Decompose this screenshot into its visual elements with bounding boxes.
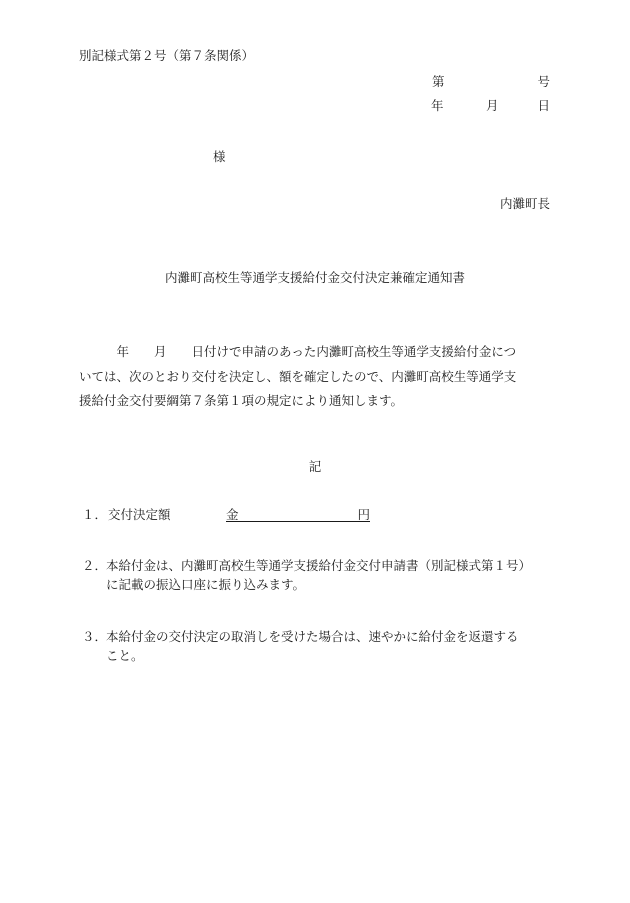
date-month-label: 月 bbox=[486, 98, 499, 113]
decision-amount-label: 交付決定額 bbox=[108, 507, 171, 522]
item-number: ２． bbox=[82, 558, 108, 573]
sender-name: 内灘町長 bbox=[499, 196, 550, 211]
document-title: 内灘町高校生等通学支援給付金交付決定兼確定通知書 bbox=[164, 270, 465, 285]
decision-amount-field bbox=[226, 505, 370, 522]
addressee-honorific: 様 bbox=[213, 149, 226, 164]
item-line: 本給付金は、内灘町高校生等通学支援給付金交付申請書（別記様式第１号） bbox=[106, 558, 532, 573]
ki-heading: 記 bbox=[308, 459, 322, 474]
item-text bbox=[106, 627, 562, 665]
body-paragraph bbox=[79, 340, 557, 414]
date-year-label: 年 bbox=[431, 98, 444, 113]
date-day-label: 日 bbox=[537, 98, 550, 113]
item-number: ３． bbox=[82, 629, 108, 644]
form-reference: 別記様式第２号（第７条関係） bbox=[79, 48, 255, 63]
item-line: こと。 bbox=[106, 648, 144, 663]
item-number: １． bbox=[82, 507, 108, 522]
body-line: 援給付金交付要綱第７条第１項の規定により通知します。 bbox=[79, 393, 404, 408]
item-decision-amount bbox=[82, 505, 370, 523]
item-refund-note bbox=[82, 627, 562, 665]
number-prefix: 第 bbox=[432, 74, 445, 89]
item-line: に記載の振込口座に振り込みます。 bbox=[106, 577, 306, 592]
item-line: 本給付金の交付決定の取消しを受けた場合は、速やかに給付金を返還する bbox=[106, 629, 519, 644]
amount-prefix: 金 bbox=[226, 507, 239, 522]
item-transfer-note bbox=[82, 556, 562, 594]
number-suffix: 号 bbox=[537, 74, 550, 89]
amount-unit: 円 bbox=[357, 507, 370, 522]
body-line: いては、次のとおり交付を決定し、額を確定したので、内灘町高校生等通学支 bbox=[79, 368, 517, 384]
item-text bbox=[106, 556, 562, 594]
body-line: 年 月 日付けで申請のあった内灘町高校生等通学支援給付金につ bbox=[79, 344, 517, 359]
